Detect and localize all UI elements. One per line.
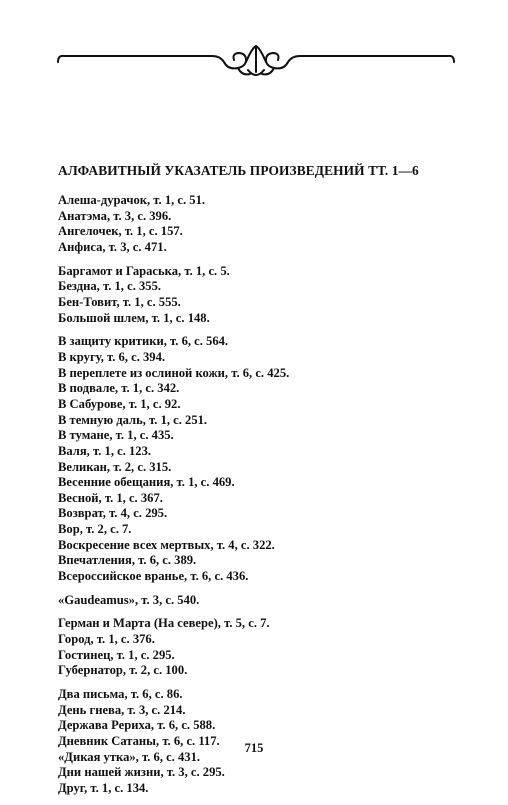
index-group-b — [58, 264, 468, 327]
index-entry: В темную даль, т. 1, с. 251. — [58, 412, 208, 427]
index-entry: Гостинец, т. 1, с. 295. — [58, 647, 175, 662]
index-entry: Вор, т. 2, с. 7. — [58, 522, 132, 537]
index-entry: Великан, т. 2, с. 315. — [58, 459, 172, 474]
index-entry: Воскресение всех мертвых, т. 4, с. 322. — [58, 537, 275, 552]
index-entry: В тумане, т. 1, с. 435. — [58, 428, 174, 443]
index-entry: Дни нашей жизни, т. 3, с. 295. — [58, 765, 225, 780]
index-group-a — [58, 193, 468, 256]
index-entry: Дневник Сатаны, т. 6, с. 117. — [58, 734, 220, 748]
index-entry: День гнева, т. 3, с. 214. — [58, 702, 186, 717]
index-entry: Ангелочек, т. 1, с. 157. — [58, 224, 183, 239]
index-entry: Анатэма, т. 3, с. 396. — [58, 208, 172, 223]
index-entry: Друг, т. 1, с. 134. — [58, 780, 149, 795]
index-entry: Бездна, т. 1, с. 355. — [58, 279, 162, 294]
index-entry: Губернатор, т. 2, с. 100. — [58, 663, 188, 678]
index-entry: Всероссийское вранье, т. 6, с. 436. — [58, 569, 249, 584]
index-entry: Алеша-дурачок, т. 1, с. 51. — [58, 193, 206, 207]
index-entry: В кругу, т. 6, с. 394. — [58, 349, 166, 364]
index-group-latin-g — [58, 593, 468, 609]
index-entry: Город, т. 1, с. 376. — [58, 632, 155, 647]
index-entry: Весенние обещания, т. 1, с. 469. — [58, 475, 235, 490]
index-entry: Большой шлем, т. 1, с. 148. — [58, 310, 210, 325]
index-entry: «Gaudeamus», т. 3, с. 540. — [58, 592, 200, 607]
index-entry: Возврат, т. 4, с. 295. — [58, 506, 168, 521]
index-entry: В подвале, т. 1, с. 342. — [58, 381, 180, 396]
index-entry: «Дикая утка», т. 6, с. 431. — [58, 749, 201, 764]
index-group-g — [58, 616, 468, 679]
index-entry: Держава Рериха, т. 6, с. 588. — [58, 718, 216, 733]
index-entry: В Сабурове, т. 1, с. 92. — [58, 396, 181, 411]
page-title: АЛФАВИТНЫЙ УКАЗАТЕЛЬ ПРОИЗВЕДЕНИЙ ТТ. 1—6 — [58, 163, 419, 178]
index-entry: В защиту критики, т. 6, с. 564. — [58, 334, 229, 349]
index-entry: Валя, т. 1, с. 123. — [58, 443, 152, 458]
index-entry: Герман и Марта (На севере), т. 5, с. 7. — [58, 616, 270, 631]
decorative-headpiece-icon — [52, 40, 460, 84]
index-entry: В переплете из ослиной кожи, т. 6, с. 425. — [58, 365, 290, 380]
index-entry: Впечатления, т. 6, с. 389. — [58, 553, 197, 568]
index-entry: Анфиса, т. 3, с. 471. — [58, 239, 167, 254]
index-entry: Два письма, т. 6, с. 86. — [58, 687, 183, 702]
index-group-v — [58, 334, 468, 585]
index-list — [58, 193, 468, 805]
index-entry: Баргамот и Гараська, т. 1, с. 5. — [58, 263, 230, 278]
page-number: 715 — [244, 741, 264, 755]
index-entry: Весной, т. 1, с. 367. — [58, 490, 163, 505]
index-entry: Бен-Товит, т. 1, с. 555. — [58, 294, 181, 309]
